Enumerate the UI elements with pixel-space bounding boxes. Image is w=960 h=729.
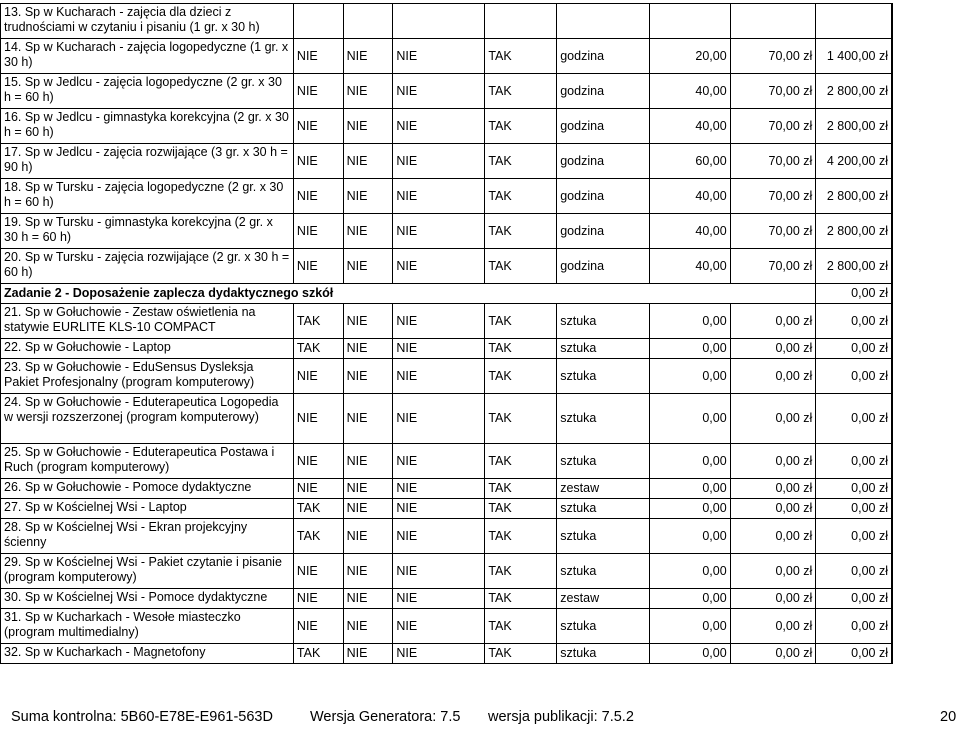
table-row: [1, 589, 893, 609]
unit-price-cell: 0,00 zł: [730, 444, 816, 479]
flag-3-cell: NIE: [393, 214, 485, 249]
flag-2-cell: NIE: [343, 359, 393, 394]
item-description-cell: 15. Sp w Jedlcu - zajęcia logopedyczne (2 gr. x 30 h = 60 h): [1, 74, 294, 109]
unit-price-cell: 0,00 zł: [730, 499, 816, 519]
unit-cell: godzina: [557, 39, 650, 74]
generator-version-text: Wersja Generatora: 7.5: [310, 709, 461, 725]
quantity-cell: 0,00: [650, 359, 730, 394]
unit-cell: sztuka: [557, 499, 650, 519]
flag-1-cell: NIE: [293, 179, 343, 214]
flag-1-cell: TAK: [293, 304, 343, 339]
flag-2-cell: NIE: [343, 109, 393, 144]
table-row: [1, 74, 893, 109]
item-description-cell: 31. Sp w Kucharkach - Wesołe miasteczko (program multimedialny): [1, 609, 294, 644]
flag-4-cell: TAK: [485, 359, 557, 394]
flag-2-cell: NIE: [343, 444, 393, 479]
flag-2-cell: [343, 4, 393, 39]
flag-2-cell: NIE: [343, 304, 393, 339]
flag-4-cell: TAK: [485, 144, 557, 179]
flag-1-cell: NIE: [293, 109, 343, 144]
unit-price-cell: 70,00 zł: [730, 39, 816, 74]
table-row: [1, 554, 893, 589]
quantity-cell: 0,00: [650, 554, 730, 589]
flag-4-cell: TAK: [485, 339, 557, 359]
quantity-cell: 40,00: [650, 249, 730, 284]
flag-3-cell: NIE: [393, 144, 485, 179]
unit-cell: sztuka: [557, 444, 650, 479]
flag-4-cell: TAK: [485, 519, 557, 554]
item-description-cell: 19. Sp w Tursku - gimnastyka korekcyjna (2 gr. x 30 h = 60 h): [1, 214, 294, 249]
total-price-cell: 4 200,00 zł: [816, 144, 892, 179]
flag-1-cell: NIE: [293, 444, 343, 479]
unit-price-cell: 0,00 zł: [730, 394, 816, 444]
unit-cell: sztuka: [557, 394, 650, 444]
item-description-cell: 32. Sp w Kucharkach - Magnetofony: [1, 644, 294, 664]
quantity-cell: 0,00: [650, 519, 730, 554]
flag-4-cell: TAK: [485, 589, 557, 609]
unit-cell: sztuka: [557, 554, 650, 589]
unit-price-cell: 0,00 zł: [730, 304, 816, 339]
unit-cell: sztuka: [557, 359, 650, 394]
quantity-cell: 40,00: [650, 109, 730, 144]
flag-1-cell: TAK: [293, 644, 343, 664]
quantity-cell: 0,00: [650, 479, 730, 499]
table-row: [1, 609, 893, 644]
unit-price-cell: [730, 4, 816, 39]
quantity-cell: 20,00: [650, 39, 730, 74]
total-price-cell: 0,00 zł: [816, 499, 892, 519]
quantity-cell: 0,00: [650, 609, 730, 644]
total-price-cell: 0,00 zł: [816, 554, 892, 589]
flag-1-cell: NIE: [293, 609, 343, 644]
item-description-cell: 18. Sp w Tursku - zajęcia logopedyczne (2 gr. x 30 h = 60 h): [1, 179, 294, 214]
flag-4-cell: TAK: [485, 609, 557, 644]
table-row: [1, 394, 893, 444]
unit-cell: godzina: [557, 249, 650, 284]
total-price-cell: 0,00 zł: [816, 589, 892, 609]
flag-1-cell: NIE: [293, 249, 343, 284]
flag-1-cell: TAK: [293, 339, 343, 359]
total-price-cell: 0,00 zł: [816, 394, 892, 444]
unit-price-cell: 0,00 zł: [730, 609, 816, 644]
flag-2-cell: NIE: [343, 589, 393, 609]
quantity-cell: 40,00: [650, 214, 730, 249]
unit-cell: godzina: [557, 74, 650, 109]
table-row: [1, 4, 893, 39]
table-row: [1, 444, 893, 479]
total-price-cell: 2 800,00 zł: [816, 214, 892, 249]
unit-price-cell: 70,00 zł: [730, 144, 816, 179]
flag-3-cell: NIE: [393, 339, 485, 359]
flag-3-cell: NIE: [393, 554, 485, 589]
flag-3-cell: NIE: [393, 519, 485, 554]
unit-cell: godzina: [557, 109, 650, 144]
flag-4-cell: TAK: [485, 554, 557, 589]
unit-price-cell: 0,00 zł: [730, 339, 816, 359]
total-price-cell: 0,00 zł: [816, 519, 892, 554]
flag-4-cell: TAK: [485, 479, 557, 499]
quantity-cell: 40,00: [650, 74, 730, 109]
table-row: [1, 179, 893, 214]
flag-4-cell: TAK: [485, 39, 557, 74]
total-price-cell: 0,00 zł: [816, 444, 892, 479]
table-row: [1, 339, 893, 359]
item-description-cell: 14. Sp w Kucharach - zajęcia logopedyczne (1 gr. x 30 h): [1, 39, 294, 74]
flag-4-cell: TAK: [485, 214, 557, 249]
flag-2-cell: NIE: [343, 609, 393, 644]
unit-price-cell: 0,00 zł: [730, 359, 816, 394]
flag-4-cell: TAK: [485, 304, 557, 339]
item-description-cell: 25. Sp w Gołuchowie - Eduterapeutica Postawa i Ruch (program komputerowy): [1, 444, 294, 479]
publication-version-text: wersja publikacji: 7.5.2: [488, 709, 634, 725]
table-row: [1, 109, 893, 144]
flag-3-cell: NIE: [393, 499, 485, 519]
page-number: 20: [940, 709, 957, 725]
unit-price-cell: 0,00 zł: [730, 479, 816, 499]
item-description-cell: 27. Sp w Kościelnej Wsi - Laptop: [1, 499, 294, 519]
table-row: [1, 499, 893, 519]
unit-price-cell: 70,00 zł: [730, 214, 816, 249]
quantity-cell: 0,00: [650, 394, 730, 444]
unit-cell: godzina: [557, 144, 650, 179]
unit-price-cell: 0,00 zł: [730, 644, 816, 664]
flag-3-cell: NIE: [393, 109, 485, 144]
page-footer: [0, 709, 960, 729]
table-row: [1, 249, 893, 284]
table-row: [1, 144, 893, 179]
table-row: [1, 39, 893, 74]
flag-4-cell: TAK: [485, 179, 557, 214]
flag-2-cell: NIE: [343, 554, 393, 589]
flag-3-cell: NIE: [393, 179, 485, 214]
quantity-cell: 0,00: [650, 499, 730, 519]
quantity-cell: 40,00: [650, 179, 730, 214]
flag-3-cell: NIE: [393, 74, 485, 109]
quantity-cell: 0,00: [650, 444, 730, 479]
section-title: Zadanie 2 - Doposażenie zaplecza dydaktycznego szkół: [1, 284, 816, 304]
flag-4-cell: TAK: [485, 109, 557, 144]
item-description-cell: 21. Sp w Gołuchowie - Zestaw oświetlenia na statywie EURLITE KLS-10 COMPACT: [1, 304, 294, 339]
item-description-cell: 22. Sp w Gołuchowie - Laptop: [1, 339, 294, 359]
section-total: 0,00 zł: [816, 284, 892, 304]
quantity-cell: 60,00: [650, 144, 730, 179]
checksum-text: Suma kontrolna: 5B60-E78E-E961-563D: [11, 709, 273, 725]
flag-4-cell: TAK: [485, 74, 557, 109]
total-price-cell: 0,00 zł: [816, 479, 892, 499]
item-description-cell: 20. Sp w Tursku - zajęcia rozwijające (2 gr. x 30 h = 60 h): [1, 249, 294, 284]
flag-3-cell: NIE: [393, 609, 485, 644]
flag-2-cell: NIE: [343, 644, 393, 664]
flag-3-cell: [393, 4, 485, 39]
total-price-cell: [816, 4, 892, 39]
flag-1-cell: NIE: [293, 214, 343, 249]
flag-4-cell: [485, 4, 557, 39]
total-price-cell: 0,00 zł: [816, 304, 892, 339]
quantity-cell: 0,00: [650, 304, 730, 339]
item-description-cell: 28. Sp w Kościelnej Wsi - Ekran projekcyjny ścienny: [1, 519, 294, 554]
item-description-cell: 26. Sp w Gołuchowie - Pomoce dydaktyczne: [1, 479, 294, 499]
flag-1-cell: NIE: [293, 144, 343, 179]
unit-cell: godzina: [557, 179, 650, 214]
total-price-cell: 0,00 zł: [816, 644, 892, 664]
flag-3-cell: NIE: [393, 479, 485, 499]
item-description-cell: 30. Sp w Kościelnej Wsi - Pomoce dydaktyczne: [1, 589, 294, 609]
total-price-cell: 1 400,00 zł: [816, 39, 892, 74]
flag-2-cell: NIE: [343, 499, 393, 519]
total-price-cell: 2 800,00 zł: [816, 249, 892, 284]
unit-cell: sztuka: [557, 304, 650, 339]
flag-3-cell: NIE: [393, 304, 485, 339]
item-description-cell: 16. Sp w Jedlcu - gimnastyka korekcyjna (2 gr. x 30 h = 60 h): [1, 109, 294, 144]
section-row: [1, 284, 893, 304]
flag-4-cell: TAK: [485, 644, 557, 664]
flag-3-cell: NIE: [393, 249, 485, 284]
flag-1-cell: NIE: [293, 359, 343, 394]
quantity-cell: 0,00: [650, 644, 730, 664]
item-description-cell: 29. Sp w Kościelnej Wsi - Pakiet czytanie i pisanie (program komputerowy): [1, 554, 294, 589]
flag-4-cell: TAK: [485, 249, 557, 284]
flag-4-cell: TAK: [485, 444, 557, 479]
unit-cell: sztuka: [557, 644, 650, 664]
flag-4-cell: TAK: [485, 499, 557, 519]
unit-price-cell: 70,00 zł: [730, 109, 816, 144]
total-price-cell: 0,00 zł: [816, 339, 892, 359]
unit-cell: sztuka: [557, 339, 650, 359]
unit-cell: [557, 4, 650, 39]
flag-3-cell: NIE: [393, 39, 485, 74]
table-row: [1, 519, 893, 554]
quantity-cell: 0,00: [650, 339, 730, 359]
flag-1-cell: NIE: [293, 394, 343, 444]
table-row: [1, 304, 893, 339]
unit-cell: godzina: [557, 214, 650, 249]
flag-2-cell: NIE: [343, 74, 393, 109]
flag-2-cell: NIE: [343, 479, 393, 499]
unit-price-cell: 0,00 zł: [730, 589, 816, 609]
unit-cell: zestaw: [557, 589, 650, 609]
flag-2-cell: NIE: [343, 519, 393, 554]
flag-2-cell: NIE: [343, 39, 393, 74]
table-row: [1, 479, 893, 499]
item-description-cell: 24. Sp w Gołuchowie - Eduterapeutica Logopedia w wersji rozszerzonej (program komputerowy): [1, 394, 294, 444]
total-price-cell: 2 800,00 zł: [816, 109, 892, 144]
table-row: [1, 214, 893, 249]
flag-2-cell: NIE: [343, 179, 393, 214]
flag-4-cell: TAK: [485, 394, 557, 444]
unit-cell: sztuka: [557, 609, 650, 644]
item-description-cell: 17. Sp w Jedlcu - zajęcia rozwijające (3 gr. x 30 h = 90 h): [1, 144, 294, 179]
unit-price-cell: 0,00 zł: [730, 519, 816, 554]
flag-1-cell: TAK: [293, 519, 343, 554]
flag-1-cell: [293, 4, 343, 39]
total-price-cell: 2 800,00 zł: [816, 74, 892, 109]
flag-2-cell: NIE: [343, 214, 393, 249]
items-table-body: [1, 4, 893, 664]
flag-1-cell: NIE: [293, 479, 343, 499]
flag-3-cell: NIE: [393, 359, 485, 394]
flag-1-cell: NIE: [293, 589, 343, 609]
unit-price-cell: 0,00 zł: [730, 554, 816, 589]
table-row: [1, 359, 893, 394]
item-description-cell: 23. Sp w Gołuchowie - EduSensus Dysleksja Pakiet Profesjonalny (program komputerowy): [1, 359, 294, 394]
items-table: [0, 3, 893, 664]
flag-1-cell: NIE: [293, 554, 343, 589]
flag-3-cell: NIE: [393, 444, 485, 479]
item-description-cell: 13. Sp w Kucharach - zajęcia dla dzieci z trudnościami w czytaniu i pisaniu (1 gr. x 30 h): [1, 4, 294, 39]
total-price-cell: 2 800,00 zł: [816, 179, 892, 214]
unit-cell: sztuka: [557, 519, 650, 554]
total-price-cell: 0,00 zł: [816, 359, 892, 394]
flag-3-cell: NIE: [393, 589, 485, 609]
flag-1-cell: NIE: [293, 39, 343, 74]
unit-price-cell: 70,00 zł: [730, 249, 816, 284]
flag-1-cell: NIE: [293, 74, 343, 109]
flag-2-cell: NIE: [343, 144, 393, 179]
flag-3-cell: NIE: [393, 644, 485, 664]
table-row: [1, 644, 893, 664]
flag-3-cell: NIE: [393, 394, 485, 444]
quantity-cell: 0,00: [650, 589, 730, 609]
unit-price-cell: 70,00 zł: [730, 74, 816, 109]
flag-2-cell: NIE: [343, 339, 393, 359]
unit-price-cell: 70,00 zł: [730, 179, 816, 214]
flag-2-cell: NIE: [343, 394, 393, 444]
flag-2-cell: NIE: [343, 249, 393, 284]
total-price-cell: 0,00 zł: [816, 609, 892, 644]
quantity-cell: [650, 4, 730, 39]
unit-cell: zestaw: [557, 479, 650, 499]
flag-1-cell: TAK: [293, 499, 343, 519]
